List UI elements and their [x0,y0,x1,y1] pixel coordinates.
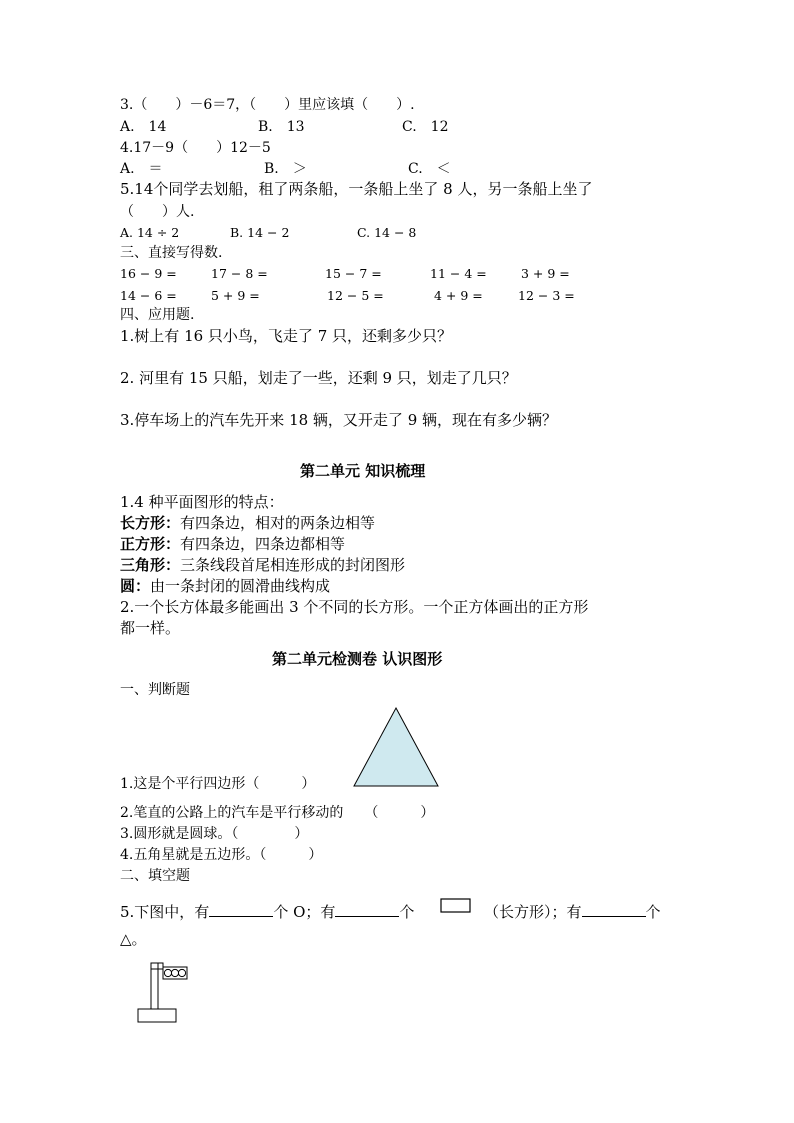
q3-option-c: C. 12 [402,119,449,135]
calc-item: 16 − 9 = [120,266,177,281]
fill-item-5-cont [484,902,661,922]
rectangle-term: 长方形： [120,514,181,532]
rectangle-definition [120,513,375,533]
q4-option-a: A. ＝ [120,161,163,177]
calc-item: 11 − 4 = [430,266,487,281]
square-desc: 有四条边，四条边都相等 [180,535,346,553]
test-title: 第二单元检测卷 认识图形 [272,650,443,668]
question-5-line2: （ ）人. [120,204,195,220]
judge-section-title: 一、判断题 [120,682,190,698]
square-term: 正方形： [120,535,181,553]
unit2-title: 第二单元 知识梳理 [300,462,426,480]
unit2-intro: 1.4 种平面图形的特点： [120,493,284,511]
triangle-shape [354,708,438,786]
calc-item: 3 + 9 = [521,266,570,281]
fill-section-title: 二、填空题 [120,868,190,884]
q5-option-c: C. 14 − 8 [357,225,417,240]
question-4: 4.17－9（ ）12－5 [120,140,271,156]
q3-option-b: B. 13 [258,119,305,135]
question-3: 3.（ ）－6＝7，（ ）里应该填（ ）. [120,97,415,113]
rectangle-icon [440,898,472,914]
circle-term: 圆： [120,577,151,595]
unit2-note-line1: 2.一个长方体最多能画出 3 个不同的长方形。一个正方体画出的正方形 [120,598,589,616]
calc-item: 15 − 7 = [325,266,382,281]
triangle-definition [120,555,405,575]
fill-5-text-e: 个 [645,903,661,921]
q5-option-b: B. 14 − 2 [230,225,290,240]
q3-option-a: A. 14 [120,119,167,135]
word-problem-1: 1.树上有 16 只小鸟，飞走了 7 只，还剩多少只？ [120,327,453,345]
section-4-title: 四、应用题. [120,307,195,323]
unit2-note-line2: 都一样。 [120,619,181,637]
word-problem-2: 2. 河里有 15 只船，划走了一些，还剩 9 只，划走了几只？ [120,369,517,387]
section-3-title: 三、直接写得数. [120,245,223,261]
rectangle-desc: 有四条边，相对的两条边相等 [180,514,376,532]
calc-item: 12 − 3 = [518,288,575,303]
calc-item: 14 − 6 = [120,288,177,303]
fill-5-text-c: 个 [399,903,415,921]
triangle-term: 三角形： [120,556,181,574]
word-problem-3: 3.停车场上的汽车先开来 18 辆，又开走了 9 辆，现在有多少辆？ [120,411,558,429]
calc-item: 17 − 8 = [211,266,268,281]
circle-definition [120,576,330,596]
fill-5-text-b: 个 O；有 [273,903,336,921]
q4-option-b: B. ＞ [264,161,307,177]
question-5-line1: 5.14个同学去划船，租了两条船，一条船上坐了 8 人，另一条船上坐了 [120,180,593,198]
judge-item-3: 3.圆形就是圆球。（ ） [120,826,309,842]
fill-5-blank-circles [209,902,273,917]
q4-option-c: C. ＜ [408,161,451,177]
triangle-figure [352,706,440,788]
triangle-desc: 三条线段首尾相连形成的封闭图形 [180,556,406,574]
judge-item-1: 1.这是个平行四边形（ ） [120,776,316,792]
calc-item: 4 + 9 = [434,288,483,303]
traffic-light-figure [134,955,194,1027]
fill-5-text-a: 5.下图中，有 [120,903,210,921]
square-definition [120,534,345,554]
fill-item-5 [120,902,414,922]
fill-5-blank-rectangles [335,902,399,917]
fill-5-text-d: （长方形）；有 [484,903,582,921]
fill-item-5-line2: △。 [120,930,147,948]
q5-option-a: A. 14 ÷ 2 [120,225,180,240]
calc-item: 12 − 5 = [327,288,384,303]
calc-item: 5 + 9 = [211,288,260,303]
fill-5-blank-triangles [582,902,646,917]
judge-item-4: 4.五角星就是五边形。（ ） [120,847,323,863]
judge-item-2: 2.笔直的公路上的汽车是平行移动的 （ ） [120,805,435,821]
circle-desc: 由一条封闭的圆滑曲线构成 [150,577,331,595]
